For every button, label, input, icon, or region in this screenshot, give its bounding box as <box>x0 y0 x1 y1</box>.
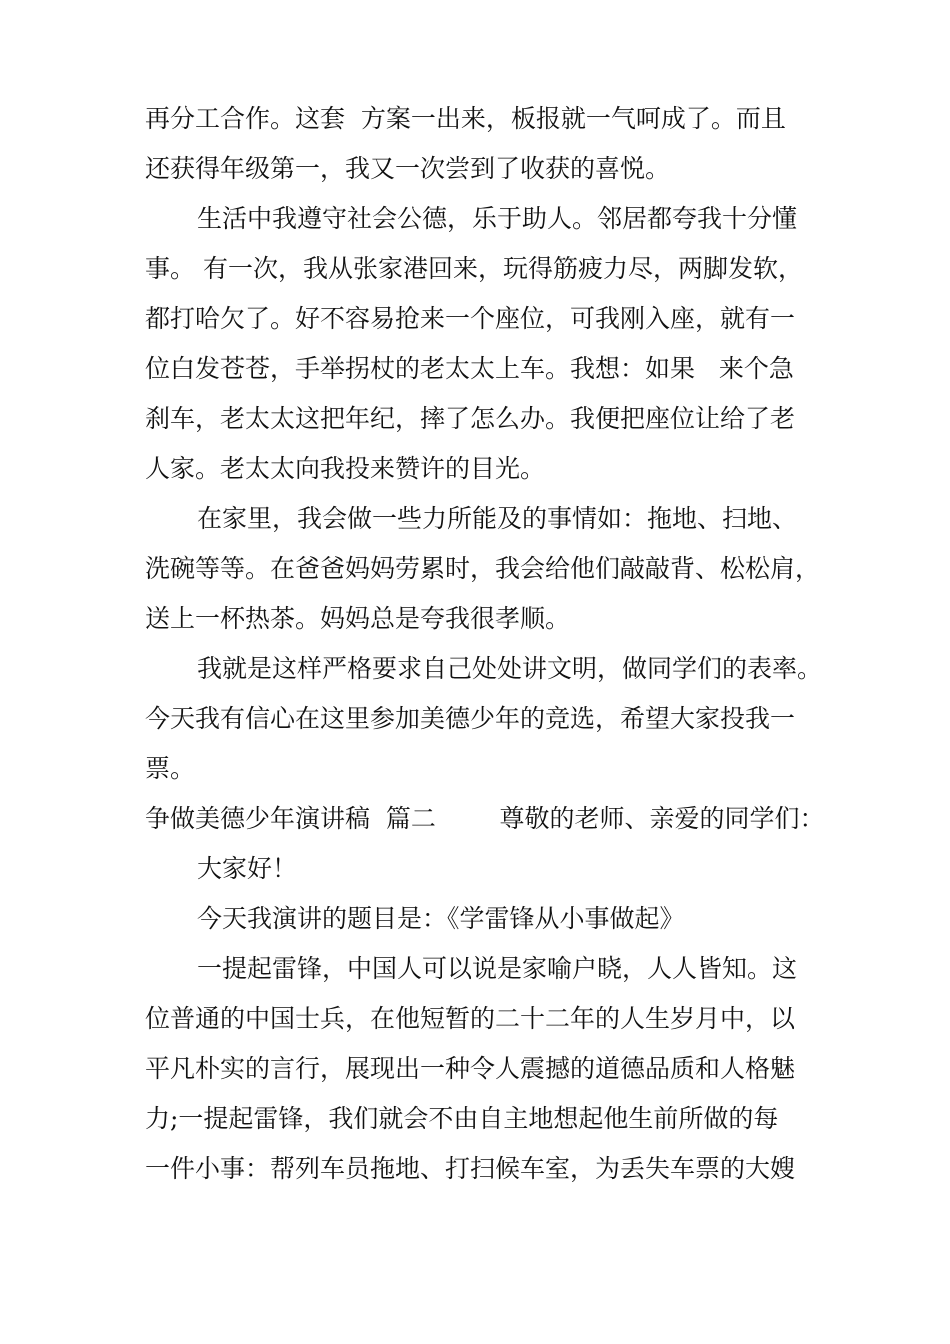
paragraph-start-line: 一提起雷锋，中国人可以说是家喻户晓，人人皆知。这 <box>197 954 798 983</box>
greeting-line: 大家好！ <box>197 854 298 883</box>
text-line: 位普通的中国士兵，在他短暂的二十二年的人生岁月中，以 <box>145 1004 796 1033</box>
text-line: 还获得年级第一，我又一次尝到了收获的喜悦。 <box>145 154 671 183</box>
text-line: 事。 有一次，我从张家港回来，玩得筋疲力尽，两脚发软， <box>145 254 803 283</box>
text-line: 今天我有信心在这里参加美德少年的竞选，希望大家投我一 <box>145 704 796 733</box>
text-line: 刹车，老太太这把年纪，摔了怎么办。我便把座位让给了老 <box>145 404 796 433</box>
text-line: 都打哈欠了。好不容易抢来一个座位，可我刚入座，就有一 <box>145 304 796 333</box>
speech-topic-line: 今天我演讲的题目是：《学雷锋从小事做起》 <box>197 904 685 933</box>
text-line: 一件小事：帮列车员拖地、打扫候车室，为丢失车票的大嫂 <box>145 1154 796 1183</box>
paragraph-start-line: 我就是这样严格要求自己处处讲文明，做同学们的表率。 <box>197 654 823 683</box>
paragraph-start-line: 生活中我遵守社会公德，乐于助人。邻居都夸我十分懂 <box>197 204 798 233</box>
text-line: 平凡朴实的言行，展现出一种令人震撼的道德品质和人格魅 <box>145 1054 796 1083</box>
text-line: 洗碗等等。在爸爸妈妈劳累时，我会给他们敲敲背、松松肩， <box>145 554 821 583</box>
text-line: 力;一提起雷锋，我们就会不由自主地想起他生前所做的每 <box>145 1104 779 1133</box>
text-line: 位白发苍苍，手举拐杖的老太太上车。我想：如果 来个急 <box>145 354 794 383</box>
text-line: 再分工合作。这套 方案一出来，板报就一气呵成了。而且 <box>145 104 786 133</box>
text-line: 送上一杯热茶。妈妈总是夸我很孝顺。 <box>145 604 571 633</box>
text-line: 票。 <box>145 754 196 783</box>
text-line: 人家。老太太向我投来赞许的目光。 <box>145 454 546 483</box>
section-title-line: 争做美德少年演讲稿 篇二 尊敬的老师、亲爱的同学们： <box>145 804 825 833</box>
paragraph-start-line: 在家里，我会做一些力所能及的事情如：拖地、扫地、 <box>197 504 798 533</box>
